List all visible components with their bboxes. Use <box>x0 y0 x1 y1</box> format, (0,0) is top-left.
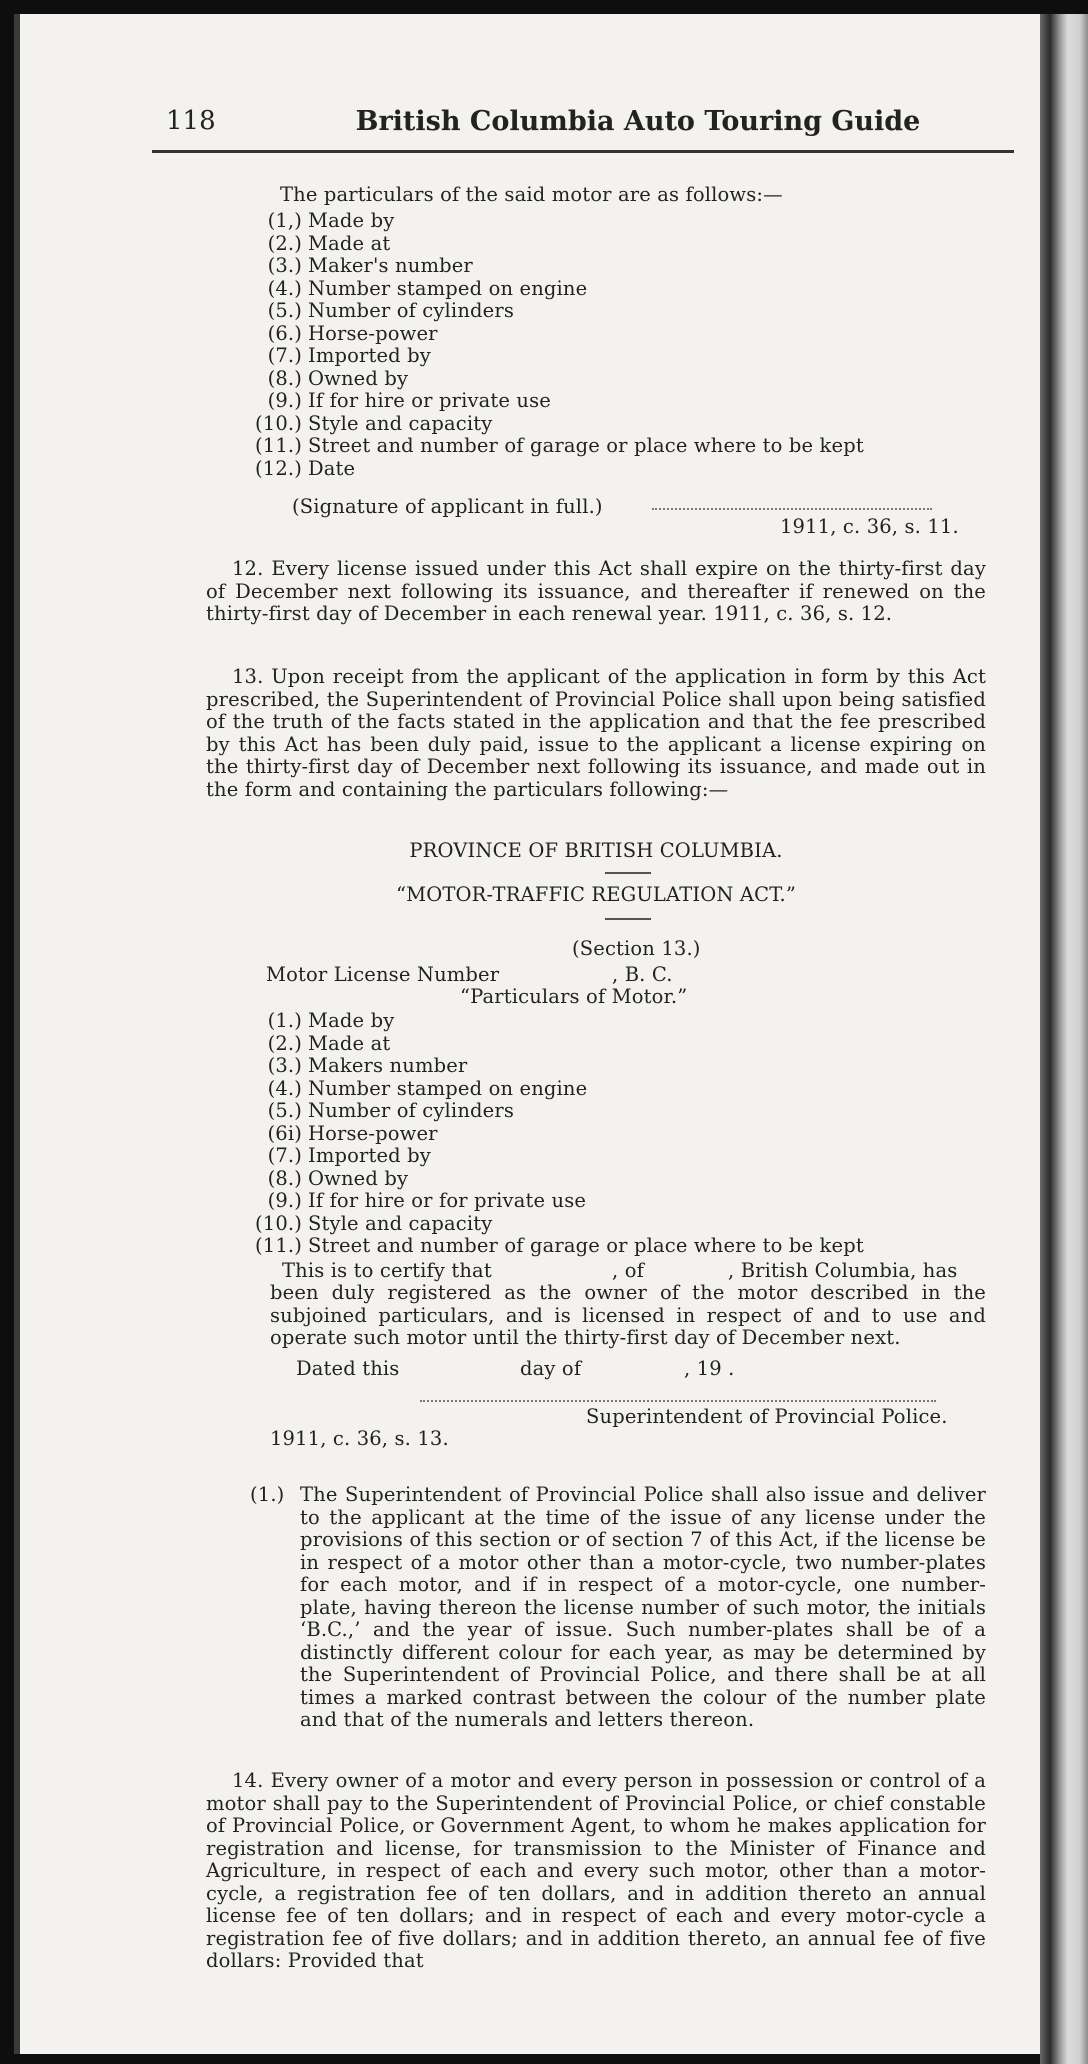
particular-item <box>252 345 864 368</box>
particular-number: (4.) <box>267 1076 302 1100</box>
particular-text: Owned by <box>308 366 409 390</box>
particular-item <box>252 1100 864 1123</box>
particular-number: (9.) <box>267 389 302 412</box>
citation-section-13: 1911, c. 36, s. 13. <box>270 1427 449 1450</box>
particular-item <box>252 435 864 458</box>
particular-item <box>252 1190 864 1213</box>
year-label: , 19 . <box>684 1357 735 1380</box>
particular-number: (5.) <box>267 299 302 322</box>
particular-item <box>252 1168 864 1191</box>
running-header <box>152 100 1014 153</box>
particular-text: Number stamped on engine <box>308 1076 588 1100</box>
day-of-label: day of <box>520 1357 582 1380</box>
certify-text-3: , British Columbia, has <box>728 1259 958 1282</box>
particular-text: Owned by <box>308 1166 409 1190</box>
particular-item <box>252 368 864 391</box>
particular-item <box>252 1078 864 1101</box>
particular-text: Made at <box>308 1031 391 1055</box>
particular-text: If for hire or private use <box>308 389 551 412</box>
particular-number: (10.) <box>255 411 302 435</box>
particular-number: (3.) <box>267 1054 302 1077</box>
particular-number: (11.) <box>255 434 302 457</box>
particular-item <box>252 1010 864 1033</box>
particular-number: (6.) <box>267 321 302 345</box>
particular-item <box>252 210 864 233</box>
heading-rule-1 <box>605 872 651 874</box>
particular-item <box>252 1235 864 1258</box>
running-title: British Columbia Auto Touring Guide <box>355 106 921 137</box>
certify-text-rest: been duly registered as the owner of the motor described in the subjoined particulars, and is licensed in respect of and to use and operate such motor until the thirty-first day of December next. <box>270 1281 986 1349</box>
particular-item <box>252 323 864 346</box>
particular-text: Made by <box>308 209 395 232</box>
particular-item <box>252 1033 864 1056</box>
subsection-1-number: (1.) <box>250 1483 285 1506</box>
particular-text: Imported by <box>308 1144 431 1167</box>
particular-number: (8.) <box>267 1166 302 1190</box>
subsection-1-paragraph: The Superintendent of Provincial Police shall also issue and deliver to the applicant at the time of the issue of any license under the provisions of this section or of section 7 of this Act, if the license be in respect of a motor other than a motor-cycle, two number-plates for each motor, and if in respect of a motor-cycle, one number-plate, having thereon the license number of such motor, the initials ‘B.C.,’ and the year of issue. Such number-plates shall be of a distinctly different colour for each year, as may be determined by the Superintendent of Provincial Police, and there shall be at all times a marked contrast between the colour of the number plate and that of the numerals and letters thereon. <box>300 1483 986 1731</box>
page-number: 118 <box>166 106 216 136</box>
signature-line <box>652 508 932 510</box>
application-intro: The particulars of the said motor are as follows:— <box>280 183 783 206</box>
particular-text: Made at <box>308 231 391 255</box>
license-province-heading: PROVINCE OF BRITISH COLUMBIA. <box>409 839 783 862</box>
particular-number: (2.) <box>267 231 302 255</box>
particular-number: (1,) <box>267 209 302 232</box>
particular-item <box>252 413 864 436</box>
particular-text: Horse-power <box>308 321 438 345</box>
particular-text: Number of cylinders <box>308 1099 514 1122</box>
particular-number: (1.) <box>267 1009 302 1032</box>
particular-number: (4.) <box>267 276 302 300</box>
particular-text: Maker's number <box>308 254 473 277</box>
heading-rule-2 <box>605 918 651 920</box>
particular-number: (5.) <box>267 1099 302 1122</box>
particular-item <box>252 233 864 256</box>
particular-number: (10.) <box>255 1211 302 1235</box>
license-act-heading: “MOTOR-TRAFFIC REGULATION ACT.” <box>396 883 796 906</box>
particular-text: Makers number <box>308 1054 468 1077</box>
particular-text: Number of cylinders <box>308 299 514 322</box>
particular-number: (2.) <box>267 1031 302 1055</box>
particular-text: Number stamped on engine <box>308 276 588 300</box>
application-particulars-list <box>252 210 864 480</box>
particular-item <box>252 255 864 278</box>
license-section-ref: (Section 13.) <box>572 937 701 960</box>
book-spine-edge <box>1040 14 1088 2064</box>
page-content <box>20 14 1040 2054</box>
dated-this-label: Dated this <box>296 1357 400 1380</box>
section-13-paragraph: 13. Upon receipt from the applicant of the application in form by this Act prescribed, the Superintendent of Provincial Police shall upon being satisfied of the truth of the facts stated in the application and that the fee prescribed by this Act has been duly paid, issue to the applicant a license expiring on the thirty-first day of December next following its issuance, and made out in the form and containing the particulars following:— <box>206 665 986 801</box>
section-14-paragraph: 14. Every owner of a motor and every person in possession or control of a motor shall pay to the Superintendent of Provincial Police, or chief constable of Provincial Police, or Government Agent, to whom he makes application for registration and license, for transmission to the Minister of Finance and Agriculture, in respect of each and every such motor, other than a motor-cycle, a registration fee of ten dollars, and in addition thereto an annual license fee of ten dollars; and in respect of each and every motor-cycle a registration fee of five dollars; and in addition thereto, an annual fee of five dollars: Provided that <box>206 1769 986 1972</box>
particular-text: Date <box>308 456 356 480</box>
particular-text: Made by <box>308 1009 395 1032</box>
particular-item <box>252 1213 864 1236</box>
license-number-label: Motor License Number <box>266 963 500 986</box>
particular-text: Style and capacity <box>308 1211 493 1235</box>
particular-number: (7.) <box>267 1144 302 1167</box>
particular-text: Street and number of garage or place where to be kept <box>308 434 864 457</box>
particular-text: Imported by <box>308 344 431 367</box>
particular-number: (12.) <box>255 456 302 480</box>
signature-label: (Signature of applicant in full.) <box>292 495 603 518</box>
license-bc-label: , B. C. <box>612 963 673 986</box>
particulars-of-motor-heading: “Particulars of Motor.” <box>460 985 688 1008</box>
particular-number: (6i) <box>267 1121 302 1145</box>
particular-item <box>252 1145 864 1168</box>
particular-number: (3.) <box>267 254 302 277</box>
particular-text: Horse-power <box>308 1121 438 1145</box>
superintendent-signature-line <box>420 1400 936 1402</box>
particular-item <box>252 390 864 413</box>
citation-section-11: 1911, c. 36, s. 11. <box>780 515 959 538</box>
particular-item <box>252 300 864 323</box>
particular-item <box>252 458 864 481</box>
license-particulars-list <box>252 1010 864 1258</box>
certify-text-2: , of <box>612 1259 644 1282</box>
section-12-paragraph: 12. Every license issued under this Act shall expire on the thirty-first day of December next following its issuance, and thereafter if renewed on the thirty-first day of December in each renewal year. 1911, c. 36, s. 12. <box>206 557 986 625</box>
certify-text-1: This is to certify that <box>282 1259 492 1282</box>
particular-number: (8.) <box>267 366 302 390</box>
particular-number: (7.) <box>267 344 302 367</box>
particular-item <box>252 1123 864 1146</box>
particular-text: Street and number of garage or place where to be kept <box>308 1234 864 1257</box>
particular-item <box>252 1055 864 1078</box>
particular-number: (9.) <box>267 1189 302 1212</box>
particular-number: (11.) <box>255 1234 302 1257</box>
book-page <box>14 14 1040 2054</box>
superintendent-signatory: Superintendent of Provincial Police. <box>586 1405 948 1428</box>
particular-item <box>252 278 864 301</box>
particular-text: If for hire or for private use <box>308 1189 587 1212</box>
particular-text: Style and capacity <box>308 411 493 435</box>
